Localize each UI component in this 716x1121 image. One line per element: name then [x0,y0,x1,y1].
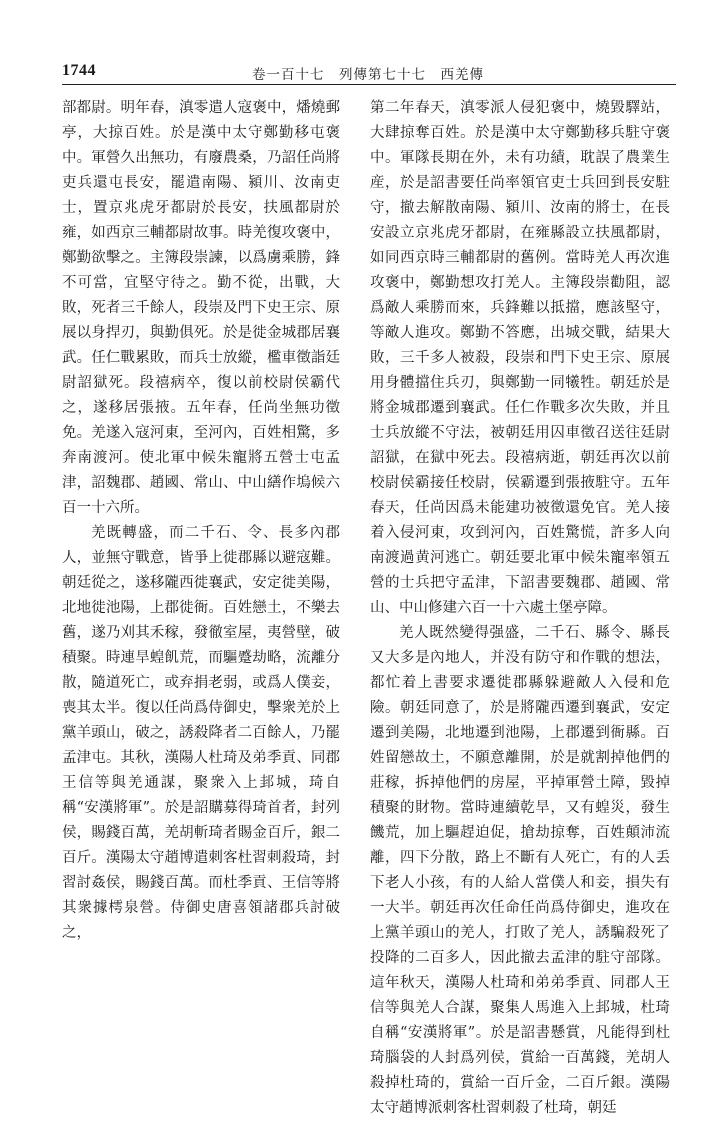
classical-paragraph-2: 羌既轉盛，而二千石、令、長多內郡人，並無守戰意，皆爭上徙郡縣以避寇難。朝廷從之，遂移隴西徙襄武，安定徙美陽，北地徙池陽，上郡徙衙。百姓戀土，不樂去舊，遂乃刈其禾稼，發徹室屋，夷營壁，破積聚。時連旱蝗飢荒，而驅蹙劫略，流離分散，隨道死亡，或弃捐老弱，或爲人僕妾，喪其太半。復以任尚爲侍御史，擊衆羌於上黨羊頭山，破之，誘殺降者二百餘人，乃罷孟津屯。其秋，漢陽人杜琦及弟季貢、同郡王信等與羌通謀，聚衆入上邽城，琦自稱“安漢將軍”。於是詔購募得琦首者，封列侯，賜錢百萬，羌胡斬琦者賜金百斤，銀二百斤。漢陽太守趙博遣刺客杜習刺殺琦，封習討姦侯，賜錢百萬。而杜季貢、王信等將其衆據樗泉營。侍御史唐喜領諸郡兵討破之， [62,525,340,941]
translation-text-column [370,96,670,1121]
translation-paragraph-1: 第二年春天，滇零派人侵犯褒中，燒毀驛站，大肆掠奪百姓。於是漢中太守鄭勤移兵駐守褒中。軍隊長期在外，未有功績，耽誤了農業生産，於是詔書要任尚率領官吏士兵回到長安駐守，撤去解散南陽、潁川、汝南的將士，在長安設立京兆虎牙都尉，在雍縣設立扶風都尉，如同西京時三輔都尉的舊例。當時羌人再次進攻褒中，鄭勤想攻打羌人。主簿段崇勸阻，認爲敵人乘勝而來，兵鋒難以抵擋，應該堅守，等敵人進攻。鄭勤不答應，出城交戰，結果大敗，三千多人被殺，段崇和門下史王宗、原展用身體擋住兵刃，與鄭勤一同犧牲。朝廷於是將金城郡遷到襄武。任仁作戰多次失敗，并且士兵放縱不守法，被朝廷用囚車徵召送往廷尉詔獄，在獄中死去。段禧病逝，朝廷再次以前校尉侯霸接任校尉，侯霸遷到張掖駐守。五年春天，任尚因爲未能建功被徵還免官。羌人接着入侵河東，攻到河內，百姓驚慌，許多人向南渡過黄河逃亡。朝廷要北軍中候朱寵率領五營的士兵把守孟津，下詔書要魏郡、趙國、常山、中山修建六百一十六處土堡亭障。 [370,100,670,616]
translation-paragraph-2: 羌人既然變得强盛，二千石、縣令、縣長又大多是內地人，并没有防守和作戰的想法，都忙着上書要求遷徙郡縣躲避敵人入侵和危險。朝廷同意了，於是將隴西遷到襄武，安定遷到美陽，北地遷到池陽，上郡遷到衙縣。百姓留戀故土，不願意離開，於是就割掉他們的莊稼，拆掉他們的房屋，平掉軍營土障，毀掉積聚的財物。當時連續乾旱，又有蝗災，發生饑荒，加上驅趕迫促，搶劫掠奪，百姓顛沛流離，四下分散，路上不斷有人死亡，有的人丢下老人小孩，有的人給人當僕人和妾，損失有一大半。朝廷再次任命任尚爲侍御史，進攻在上黨羊頭山的羌人，打敗了羌人，誘騙殺死了投降的二百多人，因此撤去孟津的駐守部隊。這年秋天，漢陽人杜琦和弟弟季貢、同郡人王信等與羌人合謀，聚集人馬進入上邽城，杜琦自稱“安漢將軍”。於是詔書懸賞，凡能得到杜琦腦袋的人封爲列侯，賞給一百萬錢，羌胡人殺掉杜琦的，賞給一百斤金，二百斤銀。漢陽太守趙博派刺客杜習刺殺了杜琦，朝廷 [370,625,670,1116]
page-number: 1744 [62,62,96,79]
classical-paragraph-1: 部都尉。明年春，滇零遣人寇褒中，燔燒郵亭，大掠百姓。於是漢中太守鄭勤移屯褒中。軍營久出無功，有廢農桑，乃詔任尚將吏兵還屯長安，罷遣南陽、潁川、汝南吏士，置京兆虎牙都尉於長安，扶風都尉於雍，如西京三輔都尉故事。時羌復攻褒中，鄭勤欲擊之。主簿段崇諫，以爲虜乘勝，鋒不可當，宜堅守待之。勤不從，出戰，大敗，死者三千餘人，段崇及門下史王宗、原展以身捍刃，與勤俱死。於是徙金城郡居襄武。任仁戰累敗，而兵士放縱，檻車徵詣廷尉詔獄死。段禧病卒，復以前校尉侯霸代之，遂移居張掖。五年春，任尚坐無功徵免。羌遂入寇河東，至河內，百姓相驚，多奔南渡河。使北軍中候朱寵將五營士屯孟津，詔魏郡、趙國、常山、中山繕作塢候六百一十六所。 [62,100,340,516]
page-header [62,62,676,85]
running-head: 卷一百十七 列傳第七十七 西羌傳 [252,67,484,83]
classical-text-column [62,96,340,946]
